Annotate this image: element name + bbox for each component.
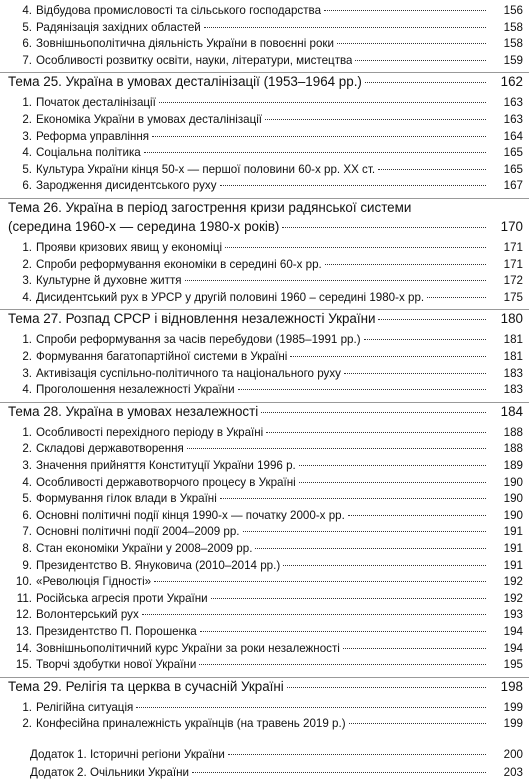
toc-topic-title: Тема 29. Релігія та церква в сучасній Україні: [8, 678, 284, 694]
toc-item: [0, 492, 529, 505]
toc-page-number: 191: [503, 542, 523, 555]
toc-page-number: 193: [503, 608, 523, 622]
toc-page-number: 181: [503, 333, 523, 347]
toc-item-number: 2.: [22, 442, 32, 456]
section-divider: [0, 72, 529, 73]
toc-item-title: Відбудова промисловості та сільського господарства: [36, 4, 322, 17]
toc-item-number: 2.: [22, 350, 32, 363]
toc-item-title: Конфесійна приналежність українців (на травень 2019 р.): [36, 717, 346, 731]
toc-item: [0, 383, 529, 396]
toc-leader-dots: [427, 297, 486, 298]
toc-item-title: Складові державотворення: [36, 442, 184, 456]
toc-leader-dots: [200, 631, 486, 632]
toc-leader-dots: [136, 707, 486, 708]
toc-item-number: 4.: [22, 146, 32, 160]
toc-item: [0, 625, 529, 638]
toc-item: [0, 658, 529, 671]
toc-leader-dots: [283, 565, 486, 566]
toc-leader-dots: [228, 754, 486, 755]
toc-item-title: Особливості перехідного періоду в Україні: [36, 425, 264, 439]
toc-page-number: 165: [503, 146, 523, 160]
toc-item-number: 14.: [15, 641, 32, 655]
toc-page-number: 158: [503, 37, 523, 51]
toc-appendix: [0, 766, 529, 779]
toc-topic: [0, 311, 529, 326]
toc-leader-dots: [225, 247, 486, 248]
toc-leader-dots: [199, 664, 486, 665]
toc-page-number: 181: [503, 350, 523, 363]
toc-item: [0, 274, 529, 287]
toc-item-title: Активізація суспільно-політичного та національного руху: [36, 366, 341, 380]
toc-leader-dots: [154, 581, 486, 582]
toc-item: [0, 476, 529, 489]
toc-topic-title: Тема 25. Україна в умовах десталінізації (1953–1964 рр.): [8, 74, 362, 90]
toc-item: [0, 146, 529, 159]
toc-item-title: Дисидентський рух в УРСР у другій половині 1960 – середині 1980-х рр.: [36, 290, 425, 304]
toc-leader-dots: [378, 169, 486, 170]
toc-page-number: 188: [503, 425, 523, 439]
toc-item-title: «Революція Гідності»: [36, 575, 152, 589]
toc-item: [0, 163, 529, 176]
toc-item-title: Радянізація західних областей: [36, 20, 201, 34]
toc-item-number: 4.: [22, 4, 32, 17]
toc-item-title: Творчі здобутки нової України: [36, 658, 197, 672]
toc-item-number: 4.: [22, 383, 32, 397]
toc-item: [0, 4, 529, 17]
toc-item-title: Початок десталінізації: [36, 96, 156, 110]
toc-item-number: 10.: [15, 575, 32, 589]
toc-item-number: 5.: [22, 20, 32, 34]
toc-page-number: 192: [503, 591, 523, 605]
toc-leader-dots: [282, 227, 486, 228]
toc-item: [0, 367, 529, 380]
toc-leader-dots: [344, 373, 486, 374]
toc-page-number: 175: [503, 290, 523, 304]
toc-page-number: 163: [503, 96, 523, 110]
toc-leader-dots: [355, 60, 486, 61]
toc-item-title: Стан економіки України у 2008–2009 рр.: [36, 542, 253, 555]
toc-page-number: 189: [503, 459, 523, 472]
toc-leader-dots: [261, 412, 486, 413]
toc-item-number: 11.: [16, 591, 32, 605]
toc-page-number: 184: [500, 403, 523, 419]
toc-item: [0, 559, 529, 572]
toc-page-number: 190: [503, 492, 523, 506]
toc-leader-dots: [255, 548, 486, 549]
toc-page-number: 156: [503, 4, 523, 17]
toc-item: [0, 608, 529, 621]
toc-item-number: 6.: [22, 508, 32, 522]
toc-item: [0, 350, 529, 363]
toc-leader-dots: [324, 10, 486, 11]
section-divider: [0, 198, 529, 199]
toc-item-title: Значення прийняття Конституції України 1996 р.: [36, 459, 296, 472]
toc-item-title: Президентство П. Порошенка: [36, 625, 197, 638]
toc-item: [0, 37, 529, 50]
toc-page-number: 170: [500, 219, 523, 234]
toc-item-title: Спроби реформування економіки в середині 60-х рр.: [36, 257, 322, 271]
toc-page-number: 200: [503, 748, 523, 761]
toc-item-title: Формування гілок влади в Україні: [36, 492, 217, 506]
toc-item-title: Культура України кінця 50-х — першої половини 60-х рр. ХХ ст.: [36, 162, 376, 176]
toc-leader-dots: [144, 152, 486, 153]
toc-item-title: Соціальна політика: [36, 146, 141, 160]
toc-page-number: 203: [503, 765, 523, 779]
toc-item: [0, 241, 529, 254]
toc-item-number: 4.: [22, 475, 32, 489]
toc-leader-dots: [152, 136, 486, 137]
toc-item-number: 7.: [22, 53, 32, 67]
toc-leader-dots: [265, 119, 486, 120]
toc-page-number: 191: [503, 525, 523, 539]
toc-item: [0, 717, 529, 730]
toc-item: [0, 113, 529, 126]
toc-item-number: 3.: [22, 459, 32, 472]
toc-item: [0, 701, 529, 714]
toc-item-number: 7.: [22, 525, 32, 539]
toc-appendix: [0, 748, 529, 761]
toc-leader-dots: [220, 498, 486, 499]
toc-page-number: 158: [503, 20, 523, 34]
toc-item-title: Зовнішньополітична діяльність України в повоєнні роки: [36, 37, 334, 51]
toc-item: [0, 542, 529, 555]
toc-item-title: Основні політичні події кінця 1990-х — початку 2000-х рр.: [36, 508, 345, 522]
section-divider: [0, 677, 529, 678]
toc-item-title: Особливості розвитку освіти, науки, літератури, мистецтва: [36, 53, 353, 67]
toc-item-title: Релігійна ситуація: [36, 700, 134, 714]
toc-leader-dots: [187, 448, 486, 449]
toc-leader-dots: [211, 598, 486, 599]
toc-item-number: 15.: [15, 658, 32, 672]
toc-item-number: 3.: [22, 366, 32, 380]
toc-page-number: 190: [503, 475, 523, 489]
toc-leader-dots: [142, 614, 486, 615]
toc-item-number: 9.: [22, 558, 32, 572]
toc-topic: [0, 404, 529, 419]
toc-item: [0, 509, 529, 522]
toc-item-number: 8.: [22, 542, 32, 555]
toc-topic-title-continued: (середина 1960-х — середина 1980-х років): [8, 219, 280, 234]
toc-item-number: 2.: [22, 257, 32, 271]
toc-page-number: 194: [503, 625, 523, 638]
toc-topic: [0, 219, 529, 234]
toc-item-number: 6.: [22, 37, 32, 51]
toc-topic-title: Тема 27. Розпад СРСР і відновлення незалежності України: [8, 311, 376, 327]
toc-item-title: Формування багатопартійної системи в Україні: [36, 350, 288, 363]
toc-topic: [0, 74, 529, 89]
toc-item-title: Економіка України в умовах десталінізації: [36, 113, 263, 126]
toc-item-number: 1.: [22, 96, 32, 110]
toc-topic-title: Тема 26. Україна в період загострення кризи радянської системи: [8, 200, 412, 215]
toc-item: [0, 291, 529, 304]
toc-item-title: Культурне й духовне життя: [36, 274, 182, 288]
toc-item-number: 5.: [22, 162, 32, 176]
toc-page-number: 172: [503, 274, 523, 288]
toc-page-number: 199: [503, 700, 523, 714]
toc-item: [0, 96, 529, 109]
toc-item: [0, 642, 529, 655]
toc-page-number: 190: [503, 508, 523, 522]
toc-page-number: 180: [500, 311, 523, 327]
toc-item: [0, 592, 529, 605]
toc-item-number: 1.: [22, 241, 32, 254]
toc-appendix-title: Додаток 2. Очільники України: [30, 765, 189, 779]
toc-leader-dots: [243, 531, 487, 532]
toc-topic: [0, 679, 529, 694]
toc-appendix-title: Додаток 1. Історичні регіони України: [30, 748, 225, 761]
toc-page-number: 159: [503, 53, 523, 67]
toc-item-number: 3.: [22, 274, 32, 288]
toc-item-title: Президентство В. Януковича (2010–2014 рр.): [36, 558, 281, 572]
toc-item: [0, 525, 529, 538]
toc-leader-dots: [348, 515, 486, 516]
toc-page-number: 171: [503, 241, 523, 254]
toc-item-number: 2.: [22, 113, 32, 126]
toc-item: [0, 442, 529, 455]
toc-leader-dots: [299, 465, 486, 466]
toc-item: [0, 130, 529, 143]
toc-page-number: 192: [503, 575, 523, 589]
toc-item-title: Російська агресія проти України: [36, 591, 208, 605]
toc-page-number: 188: [503, 442, 523, 456]
toc-item-title: Особливості державотворчого процесу в Україні: [36, 475, 296, 489]
toc-leader-dots: [337, 43, 486, 44]
toc-item: [0, 459, 529, 472]
toc-item-title: Волонтерський рух: [36, 608, 139, 622]
toc-item: [0, 333, 529, 346]
toc-page-number: 163: [503, 113, 523, 126]
toc-item-number: 6.: [22, 179, 32, 193]
toc-item-title: Прояви кризових явищ у економіці: [36, 241, 223, 254]
toc-item-number: 3.: [22, 129, 32, 143]
toc-leader-dots: [299, 482, 486, 483]
toc-leader-dots: [159, 102, 486, 103]
toc-page-number: 167: [503, 179, 523, 193]
section-divider: [0, 309, 529, 310]
toc-leader-dots: [325, 264, 486, 265]
toc-item-number: 4.: [22, 290, 32, 304]
toc-topic-title: Тема 28. Україна в умовах незалежності: [8, 403, 259, 419]
toc-item: [0, 179, 529, 192]
toc-item-title: Реформа управління: [36, 129, 150, 143]
toc-leader-dots: [343, 648, 486, 649]
toc-page-number: 194: [503, 641, 523, 655]
toc-leader-dots: [287, 687, 486, 688]
toc-item-number: 1.: [22, 333, 32, 347]
toc-item-title: Спроби реформування за часів перебудови (1985–1991 рр.): [36, 333, 361, 347]
toc-page-number: 198: [500, 678, 523, 694]
toc-leader-dots: [290, 356, 486, 357]
toc-leader-dots: [204, 27, 486, 28]
toc-page-number: 183: [503, 366, 523, 380]
toc-item-number: 12.: [15, 608, 32, 622]
toc-leader-dots: [266, 432, 486, 433]
toc-page-number: 164: [503, 129, 523, 143]
toc-item: [0, 258, 529, 271]
toc-leader-dots: [349, 723, 486, 724]
toc-leader-dots: [185, 280, 486, 281]
toc-item: [0, 21, 529, 34]
toc-page-number: 162: [500, 74, 523, 90]
toc-leader-dots: [364, 339, 486, 340]
toc-item-number: 5.: [22, 492, 32, 506]
toc-item-title: Зародження дисидентського руху: [36, 179, 217, 193]
toc-page-number: 183: [503, 383, 523, 397]
section-divider: [0, 402, 529, 403]
toc-item-number: 13.: [15, 625, 32, 638]
toc-item-title: Зовнішньополітичний курс України за роки незалежності: [36, 641, 340, 655]
toc-item-title: Проголошення незалежності України: [36, 383, 235, 397]
toc-leader-dots: [238, 389, 486, 390]
toc-leader-dots: [378, 319, 486, 320]
toc-item: [0, 426, 529, 439]
toc-leader-dots: [192, 772, 486, 773]
toc-leader-dots: [365, 82, 486, 83]
toc-item-number: 2.: [22, 717, 32, 731]
toc-page-number: 195: [503, 658, 523, 672]
toc-item: [0, 575, 529, 588]
toc-item: [0, 54, 529, 67]
toc-item-number: 1.: [22, 700, 32, 714]
toc-page-number: 165: [503, 162, 523, 176]
toc-page-number: 171: [503, 257, 523, 271]
toc-item-title: Основні політичні події 2004–2009 рр.: [36, 525, 240, 539]
toc-item-number: 1.: [22, 425, 32, 439]
toc-page-number: 199: [503, 717, 523, 731]
toc-leader-dots: [220, 185, 486, 186]
toc-page-number: 191: [503, 558, 523, 572]
